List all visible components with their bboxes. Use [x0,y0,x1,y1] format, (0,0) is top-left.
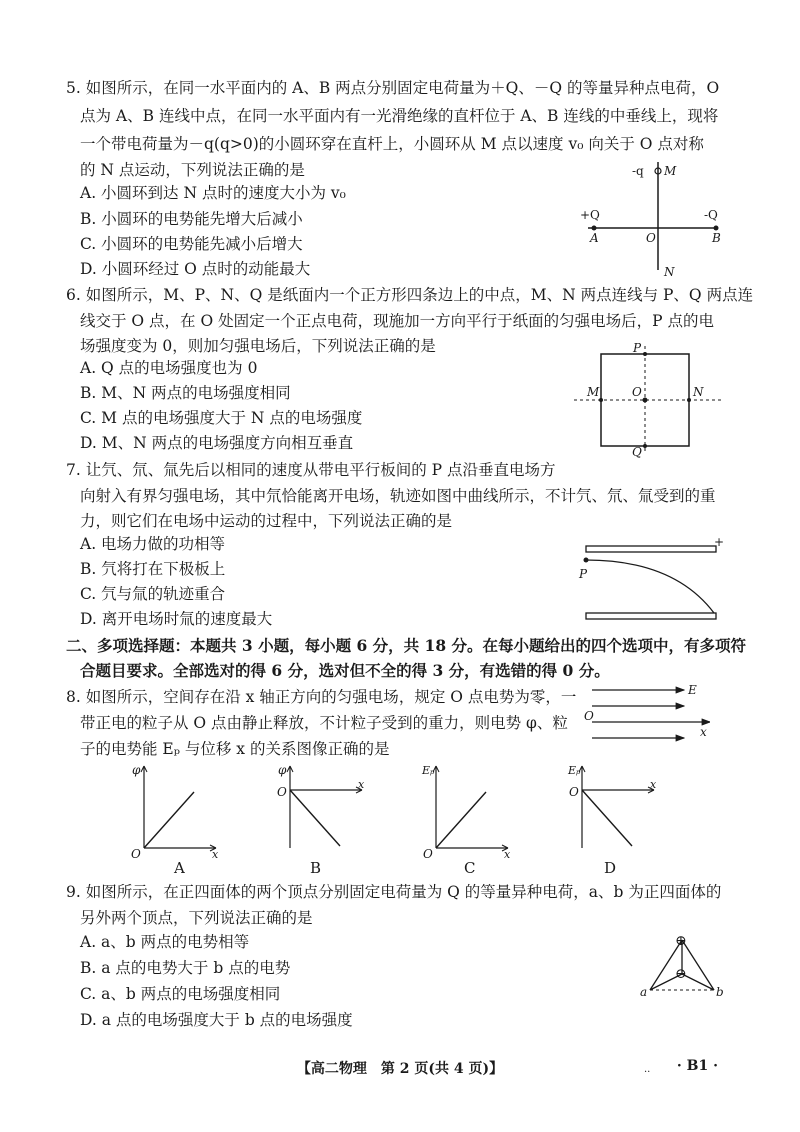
q6-label-q: Q [632,445,642,459]
q7-stem-line-2: 向射入有界匀强电场，其中氘恰能离开电场，轨迹如图中曲线所示，不计氕、氘、氚受到的重 [80,487,716,505]
q8-graph-b-origin: O [277,785,287,799]
q8-graph-d-origin: O [569,785,579,799]
q8-label-o: O [584,709,594,723]
q8-graph-c [420,760,516,860]
q5-label-n: N [664,265,675,279]
q5-stem-line-1: 5. 如图所示，在同一水平面内的 A、B 两点分别固定电荷量为＋Q、－Q 的等量异种点电荷，O [66,79,720,97]
q6-stem-line-1: 6. 如图所示，M、P、N、Q 是纸面内一个正方形四条边上的中点，M、N 两点连线与 P、Q 两点连 [66,286,754,304]
q5-label-o: O [646,231,656,245]
q8-field-figure [584,680,710,752]
q6-label-n: N [693,385,704,399]
q9-figure [636,930,736,1004]
q7-option-b[interactable]: B. 氕将打在下极板上 [80,560,226,578]
q8-stem-line-3: 子的电势能 Eₚ 与位移 x 的关系图像正确的是 [80,740,390,758]
q8-graph-a-line [144,792,194,848]
q7-label-plus: + [714,535,725,549]
q6-option-d[interactable]: D. M、N 两点的电场强度方向相互垂直 [80,434,354,452]
q5-stem-line-3: 一个带电荷量为－q(q>0)的小圆环穿在直杆上，小圆环从 M 点以速度 v₀ 向关于 O 点对称 [80,135,704,153]
q5-option-b[interactable]: B. 小圆环的电势能先增大后减小 [80,210,303,228]
q7-figure [574,532,730,628]
q8-graph-a-origin: O [131,847,141,860]
q8-label-x: x [700,725,707,739]
q5-stem-line-2: 点为 A、B 连线中点，在同一水平面内有一光滑绝缘的直杆位于 A、B 连线的中垂线上，现将 [80,107,719,125]
q8-graph-c-xlabel: x [504,848,511,860]
q6-p-dot [643,352,647,356]
q7-stem-line-3: 力，则它们在电场中运动的过程中，下列说法正确的是 [80,512,453,530]
q5-ring-label: -q [632,164,644,178]
q6-n-dot [687,398,691,402]
footer-code: · B1 · [676,1058,718,1074]
q8-label-e: E [688,683,697,697]
q8-graph-c-origin: O [423,847,433,860]
q5-label-m: M [664,164,677,178]
q6-q-dot [643,444,647,448]
q7-lower-plate [586,613,716,619]
q8-stem-line-2: 带正电的粒子从 O 点由静止释放，不计粒子受到的重力，则电势 φ、粒 [80,714,568,732]
page-footer: 【高二物理 第 2 页(共 4 页)】 [296,1061,504,1077]
q8-graph-d-ylabel: Eₚ [568,764,581,777]
q8-graph-a [128,760,224,860]
q5-label-b: B [712,231,721,245]
q9-stem-line-1: 9. 如图所示，在正四面体的两个顶点分别固定电荷量为 Q 的等量异种电荷，a、b 为正四面体的 [66,883,722,901]
q5-label-minus-q: -Q [704,208,718,222]
q6-label-p: P [633,341,642,355]
q9-option-d[interactable]: D. a 点的电场强度大于 b 点的电场强度 [80,1011,353,1029]
q5-charge-b-dot [714,226,719,231]
section-2-header-line-2: 合题目要求。全部选对的得 6 分，选对但不全的得 3 分，有选错的得 0 分。 [80,661,610,680]
q5-figure [574,158,734,280]
q7-label-p: P [579,567,588,581]
q5-option-d[interactable]: D. 小圆环经过 O 点时的动能最大 [80,260,311,278]
q9-option-c[interactable]: C. a、b 两点的电场强度相同 [80,985,281,1003]
q6-option-a[interactable]: A. Q 点的电场强度也为 0 [80,359,258,377]
q9-option-b[interactable]: B. a 点的电势大于 b 点的电势 [80,959,291,977]
q7-stem-line-1: 7. 让氕、氘、氚先后以相同的速度从带电平行板间的 P 点沿垂直电场方 [66,461,556,479]
q8-graph-c-option[interactable]: C [464,859,476,877]
q8-graph-d-xlabel: x [650,778,657,791]
q6-center-dot [643,398,648,403]
q6-stem-line-3: 场强度变为 0，则加匀强电场后，下列说法正确的是 [80,337,436,355]
q8-graph-b-ylabel: φ [278,763,287,777]
q7-option-a[interactable]: A. 电场力做的功相等 [80,535,226,553]
q8-graph-d [566,760,662,860]
q8-graph-a-xlabel: x [212,848,219,860]
q9-option-a[interactable]: A. a、b 两点的电势相等 [80,933,250,951]
q8-graph-b-option[interactable]: B [310,859,322,877]
q8-graph-a-option[interactable]: A [174,859,185,877]
q6-option-b[interactable]: B. M、N 两点的电场强度相同 [80,384,291,402]
footer-dash: .. [644,1064,651,1075]
q8-graph-b-line [290,790,340,846]
q8-graph-c-ylabel: Eₚ [422,764,435,777]
q6-option-c[interactable]: C. M 点的电场强度大于 N 点的电场强度 [80,409,363,427]
q8-graph-c-line [436,792,486,848]
q5-label-plus-q: +Q [580,208,600,222]
q6-stem-line-2: 线交于 O 点，在 O 处固定一个正点电荷，现施加一方向平行于纸面的匀强电场后，P 点的电 [80,312,714,330]
q9-stem-line-2: 另外两个顶点，下列说法正确的是 [80,909,313,927]
q5-stem-line-4: 的 N 点运动，下列说法正确的是 [80,161,305,179]
q6-figure [570,340,730,462]
q9-label-b: b [716,985,724,999]
q8-graph-d-arrows [579,766,654,793]
q8-graph-b [274,760,370,860]
q8-graph-d-line [582,790,632,846]
q8-stem-line-1: 8. 如图所示，空间存在沿 x 轴正方向的匀强电场，规定 O 点电势为零，一 [66,688,577,706]
q5-charge-a-dot [592,226,597,231]
q8-graph-b-arrows [287,766,362,793]
q6-label-o: O [632,385,642,399]
q9-label-minus: ⊖ [675,966,687,982]
q6-m-dot [599,398,603,402]
q8-graph-d-option[interactable]: D [604,859,617,877]
q7-option-d[interactable]: D. 离开电场时氚的速度最大 [80,610,273,628]
q5-label-a: A [590,231,599,245]
q8-graph-b-xlabel: x [358,778,365,791]
q8-graph-a-ylabel: φ [132,763,141,777]
q9-label-a: a [640,985,648,999]
q7-trajectory [586,560,714,613]
section-2-header-line-1: 二、多项选择题：本题共 3 小题，每小题 6 分，共 18 分。在每小题给出的四个选项中，有多项符 [66,636,747,655]
q7-upper-plate [586,546,716,552]
q7-p-dot [584,558,589,563]
q7-option-c[interactable]: C. 氕与氚的轨迹重合 [80,585,226,603]
q6-label-m: M [587,385,600,399]
q5-option-a[interactable]: A. 小圆环到达 N 点时的速度大小为 v₀ [80,184,346,202]
q5-option-c[interactable]: C. 小圆环的电势能先减小后增大 [80,235,303,253]
q9-label-plus: ⊕ [675,933,687,949]
